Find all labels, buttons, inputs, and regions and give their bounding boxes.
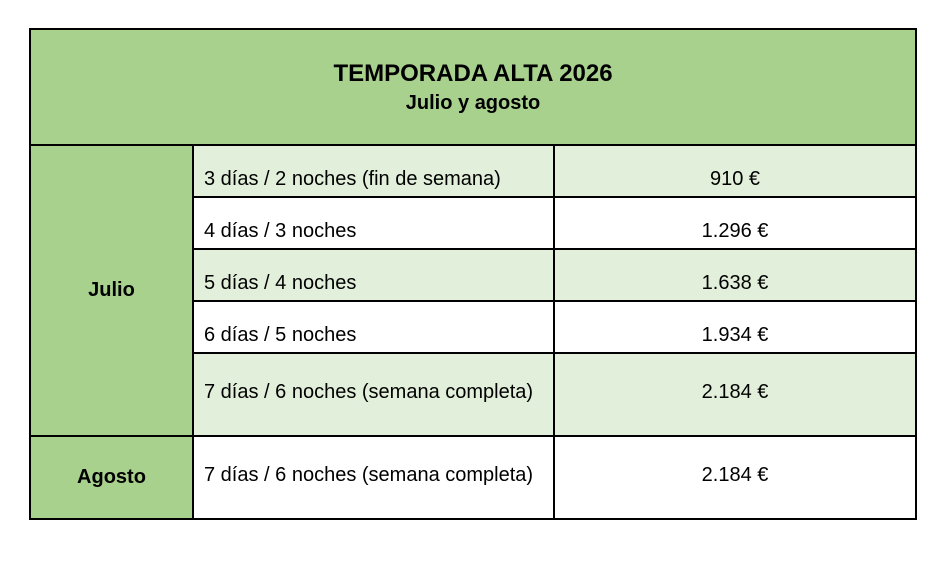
- table-title: TEMPORADA ALTA 2026: [333, 60, 613, 87]
- table-subtitle: Julio y agosto: [405, 92, 541, 114]
- price-cell: 1.296 €: [554, 197, 916, 249]
- price-table: [29, 28, 917, 520]
- stay-cell: 3 días / 2 noches (fin de semana): [193, 145, 554, 197]
- price-cell: 2.184 €: [554, 436, 916, 519]
- stay-cell: 4 días / 3 noches: [193, 197, 554, 249]
- price-cell: 2.184 €: [554, 353, 916, 436]
- stay-cell: 6 días / 5 noches: [193, 301, 554, 353]
- month-label-julio: Julio: [30, 145, 193, 436]
- stay-cell: 7 días / 6 noches (semana completa): [193, 436, 554, 519]
- table-row: [30, 145, 916, 197]
- stay-cell: 7 días / 6 noches (semana completa): [193, 353, 554, 436]
- stay-cell: 5 días / 4 noches: [193, 249, 554, 301]
- price-cell: 1.638 €: [554, 249, 916, 301]
- title-row: [30, 29, 916, 145]
- price-cell: 910 €: [554, 145, 916, 197]
- price-cell: 1.934 €: [554, 301, 916, 353]
- month-label-agosto: Agosto: [30, 436, 193, 519]
- title-cell: [30, 29, 916, 145]
- table-row: [30, 436, 916, 519]
